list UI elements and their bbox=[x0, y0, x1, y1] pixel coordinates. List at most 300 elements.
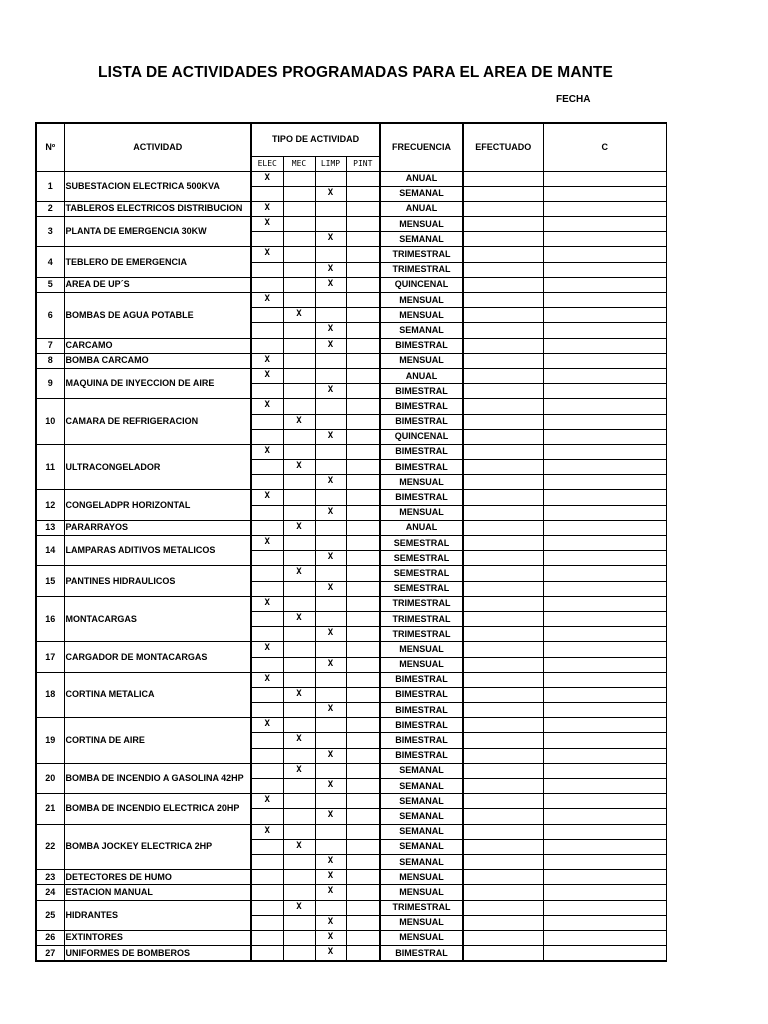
type-limp-cell: X bbox=[315, 748, 346, 763]
type-mec-cell bbox=[283, 627, 315, 642]
type-pint-cell bbox=[346, 854, 380, 869]
type-pint-cell bbox=[346, 824, 380, 839]
type-limp-cell bbox=[315, 247, 346, 262]
efectuado-cell bbox=[463, 870, 543, 885]
type-elec-cell bbox=[251, 384, 283, 399]
efectuado-cell bbox=[463, 763, 543, 778]
type-limp-cell: X bbox=[315, 581, 346, 596]
efectuado-cell bbox=[463, 186, 543, 201]
extra-cell bbox=[543, 444, 666, 459]
frequency-cell: BIMESTRAL bbox=[380, 733, 463, 748]
type-mec-cell bbox=[283, 444, 315, 459]
frequency-cell: BIMESTRAL bbox=[380, 748, 463, 763]
type-mec-cell bbox=[283, 581, 315, 596]
type-elec-cell bbox=[251, 854, 283, 869]
type-mec-cell bbox=[283, 247, 315, 262]
type-limp-cell bbox=[315, 839, 346, 854]
header-frecuencia: FRECUENCIA bbox=[380, 123, 463, 171]
type-mec-cell bbox=[283, 854, 315, 869]
activity-number: 26 bbox=[36, 930, 64, 945]
type-pint-cell bbox=[346, 384, 380, 399]
extra-cell bbox=[543, 338, 666, 353]
efectuado-cell bbox=[463, 368, 543, 383]
type-mec-cell bbox=[283, 672, 315, 687]
type-pint-cell bbox=[346, 490, 380, 505]
type-elec-cell bbox=[251, 505, 283, 520]
type-pint-cell bbox=[346, 186, 380, 201]
type-elec-cell bbox=[251, 763, 283, 778]
efectuado-cell bbox=[463, 201, 543, 216]
type-limp-cell bbox=[315, 536, 346, 551]
activity-name: TABLEROS ELECTRICOS DISTRIBUCION bbox=[64, 201, 251, 216]
type-pint-cell bbox=[346, 217, 380, 232]
type-limp-cell bbox=[315, 353, 346, 368]
activity-name: AREA DE UP´S bbox=[64, 277, 251, 292]
type-elec-cell bbox=[251, 308, 283, 323]
frequency-cell: SEMANAL bbox=[380, 824, 463, 839]
type-limp-cell bbox=[315, 399, 346, 414]
type-pint-cell bbox=[346, 870, 380, 885]
type-mec-cell bbox=[283, 384, 315, 399]
efectuado-cell bbox=[463, 581, 543, 596]
efectuado-cell bbox=[463, 794, 543, 809]
header-num: Nº bbox=[36, 123, 64, 171]
type-elec-cell bbox=[251, 566, 283, 581]
table-row bbox=[36, 885, 666, 900]
type-pint-cell bbox=[346, 353, 380, 368]
type-mec-cell bbox=[283, 368, 315, 383]
extra-cell bbox=[543, 186, 666, 201]
table-row bbox=[36, 490, 666, 505]
type-limp-cell bbox=[315, 824, 346, 839]
type-mec-cell bbox=[283, 475, 315, 490]
efectuado-cell bbox=[463, 171, 543, 186]
activity-number: 13 bbox=[36, 520, 64, 535]
table-row bbox=[36, 946, 666, 962]
type-mec-cell: X bbox=[283, 839, 315, 854]
efectuado-cell bbox=[463, 703, 543, 718]
extra-cell bbox=[543, 611, 666, 626]
extra-cell bbox=[543, 900, 666, 915]
activity-number: 23 bbox=[36, 870, 64, 885]
type-pint-cell bbox=[346, 596, 380, 611]
extra-cell bbox=[543, 505, 666, 520]
activity-number: 4 bbox=[36, 247, 64, 277]
type-limp-cell: X bbox=[315, 870, 346, 885]
frequency-cell: BIMESTRAL bbox=[380, 946, 463, 962]
extra-cell bbox=[543, 353, 666, 368]
table-row bbox=[36, 201, 666, 216]
table-row bbox=[36, 672, 666, 687]
extra-cell bbox=[543, 703, 666, 718]
type-limp-cell: X bbox=[315, 232, 346, 247]
efectuado-cell bbox=[463, 262, 543, 277]
activity-name: CONGELADPR HORIZONTAL bbox=[64, 490, 251, 520]
type-elec-cell: X bbox=[251, 794, 283, 809]
type-mec-cell bbox=[283, 703, 315, 718]
extra-cell bbox=[543, 566, 666, 581]
activity-name: CAMARA DE REFRIGERACION bbox=[64, 399, 251, 445]
activity-number: 19 bbox=[36, 718, 64, 764]
efectuado-cell bbox=[463, 232, 543, 247]
extra-cell bbox=[543, 885, 666, 900]
type-limp-cell bbox=[315, 900, 346, 915]
type-elec-cell bbox=[251, 460, 283, 475]
page-title: LISTA DE ACTIVIDADES PROGRAMADAS PARA EL AREA DE MANTE bbox=[98, 64, 613, 81]
type-elec-cell bbox=[251, 262, 283, 277]
type-limp-cell: X bbox=[315, 186, 346, 201]
efectuado-cell bbox=[463, 217, 543, 232]
efectuado-cell bbox=[463, 429, 543, 444]
type-limp-cell: X bbox=[315, 809, 346, 824]
type-pint-cell bbox=[346, 763, 380, 778]
type-mec-cell: X bbox=[283, 308, 315, 323]
type-mec-cell bbox=[283, 353, 315, 368]
extra-cell bbox=[543, 794, 666, 809]
fecha-label: FECHA bbox=[556, 94, 591, 105]
header-efectuado: EFECTUADO bbox=[463, 123, 543, 171]
extra-cell bbox=[543, 368, 666, 383]
type-elec-cell bbox=[251, 475, 283, 490]
activities-body bbox=[36, 171, 666, 961]
activity-name: ESTACION MANUAL bbox=[64, 885, 251, 900]
type-elec-cell: X bbox=[251, 490, 283, 505]
type-elec-cell bbox=[251, 748, 283, 763]
type-mec-cell bbox=[283, 186, 315, 201]
type-pint-cell bbox=[346, 171, 380, 186]
frequency-cell: SEMESTRAL bbox=[380, 536, 463, 551]
frequency-cell: BIMESTRAL bbox=[380, 718, 463, 733]
frequency-cell: MENSUAL bbox=[380, 293, 463, 308]
type-mec-cell bbox=[283, 809, 315, 824]
extra-cell bbox=[543, 854, 666, 869]
extra-cell bbox=[543, 217, 666, 232]
activity-name: BOMBA JOCKEY ELECTRICA 2HP bbox=[64, 824, 251, 870]
frequency-cell: BIMESTRAL bbox=[380, 672, 463, 687]
extra-cell bbox=[543, 277, 666, 292]
frequency-cell: MENSUAL bbox=[380, 915, 463, 930]
frequency-cell: MENSUAL bbox=[380, 353, 463, 368]
table-row bbox=[36, 870, 666, 885]
frequency-cell: TRIMESTRAL bbox=[380, 596, 463, 611]
type-mec-cell bbox=[283, 657, 315, 672]
type-pint-cell bbox=[346, 551, 380, 566]
table-row bbox=[36, 824, 666, 839]
type-elec-cell bbox=[251, 809, 283, 824]
type-elec-cell bbox=[251, 779, 283, 794]
type-elec-cell bbox=[251, 520, 283, 535]
activity-name: CORTINA METALICA bbox=[64, 672, 251, 718]
type-limp-cell bbox=[315, 308, 346, 323]
type-pint-cell bbox=[346, 900, 380, 915]
efectuado-cell bbox=[463, 885, 543, 900]
type-mec-cell bbox=[283, 642, 315, 657]
type-mec-cell bbox=[283, 779, 315, 794]
type-pint-cell bbox=[346, 201, 380, 216]
table-row bbox=[36, 399, 666, 414]
efectuado-cell bbox=[463, 687, 543, 702]
type-limp-cell bbox=[315, 672, 346, 687]
activity-name: MONTACARGAS bbox=[64, 596, 251, 642]
type-mec-cell bbox=[283, 171, 315, 186]
efectuado-cell bbox=[463, 520, 543, 535]
frequency-cell: TRIMESTRAL bbox=[380, 900, 463, 915]
type-pint-cell bbox=[346, 779, 380, 794]
efectuado-cell bbox=[463, 460, 543, 475]
activity-number: 11 bbox=[36, 444, 64, 490]
type-mec-cell: X bbox=[283, 687, 315, 702]
type-pint-cell bbox=[346, 536, 380, 551]
type-mec-cell: X bbox=[283, 520, 315, 535]
type-limp-cell: X bbox=[315, 338, 346, 353]
frequency-cell: SEMESTRAL bbox=[380, 551, 463, 566]
type-limp-cell: X bbox=[315, 946, 346, 962]
type-limp-cell bbox=[315, 490, 346, 505]
type-elec-cell bbox=[251, 414, 283, 429]
extra-cell bbox=[543, 733, 666, 748]
type-limp-cell: X bbox=[315, 930, 346, 945]
type-elec-cell bbox=[251, 733, 283, 748]
type-elec-cell bbox=[251, 551, 283, 566]
frequency-cell: SEMANAL bbox=[380, 186, 463, 201]
type-elec-cell: X bbox=[251, 718, 283, 733]
type-limp-cell: X bbox=[315, 475, 346, 490]
efectuado-cell bbox=[463, 809, 543, 824]
type-limp-cell bbox=[315, 414, 346, 429]
activity-number: 17 bbox=[36, 642, 64, 672]
type-elec-cell: X bbox=[251, 353, 283, 368]
extra-cell bbox=[543, 824, 666, 839]
efectuado-cell bbox=[463, 657, 543, 672]
type-pint-cell bbox=[346, 308, 380, 323]
activity-number: 15 bbox=[36, 566, 64, 596]
type-pint-cell bbox=[346, 520, 380, 535]
type-elec-cell bbox=[251, 885, 283, 900]
extra-cell bbox=[543, 596, 666, 611]
frequency-cell: SEMESTRAL bbox=[380, 581, 463, 596]
activity-name: BOMBA DE INCENDIO A GASOLINA 42HP bbox=[64, 763, 251, 793]
frequency-cell: SEMANAL bbox=[380, 779, 463, 794]
extra-cell bbox=[543, 779, 666, 794]
type-pint-cell bbox=[346, 429, 380, 444]
type-mec-cell: X bbox=[283, 900, 315, 915]
efectuado-cell bbox=[463, 596, 543, 611]
frequency-cell: BIMESTRAL bbox=[380, 687, 463, 702]
efectuado-cell bbox=[463, 536, 543, 551]
activity-name: ULTRACONGELADOR bbox=[64, 444, 251, 490]
extra-cell bbox=[543, 399, 666, 414]
efectuado-cell bbox=[463, 444, 543, 459]
type-elec-cell: X bbox=[251, 672, 283, 687]
type-elec-cell: X bbox=[251, 536, 283, 551]
type-pint-cell bbox=[346, 460, 380, 475]
type-mec-cell bbox=[283, 490, 315, 505]
type-mec-cell bbox=[283, 748, 315, 763]
table-row bbox=[36, 930, 666, 945]
frequency-cell: SEMANAL bbox=[380, 809, 463, 824]
type-pint-cell bbox=[346, 839, 380, 854]
activity-number: 21 bbox=[36, 794, 64, 824]
type-elec-cell bbox=[251, 900, 283, 915]
efectuado-cell bbox=[463, 900, 543, 915]
type-pint-cell bbox=[346, 627, 380, 642]
type-elec-cell: X bbox=[251, 824, 283, 839]
table-row bbox=[36, 171, 666, 186]
type-limp-cell: X bbox=[315, 703, 346, 718]
activity-number: 7 bbox=[36, 338, 64, 353]
efectuado-cell bbox=[463, 627, 543, 642]
efectuado-cell bbox=[463, 338, 543, 353]
efectuado-cell bbox=[463, 323, 543, 338]
header-mec: MEC bbox=[283, 156, 315, 171]
activity-name: CARGADOR DE MONTACARGAS bbox=[64, 642, 251, 672]
activity-name: PARARRAYOS bbox=[64, 520, 251, 535]
frequency-cell: ANUAL bbox=[380, 171, 463, 186]
table-row bbox=[36, 444, 666, 459]
type-limp-cell bbox=[315, 687, 346, 702]
type-mec-cell bbox=[283, 429, 315, 444]
type-elec-cell: X bbox=[251, 399, 283, 414]
type-limp-cell bbox=[315, 217, 346, 232]
type-pint-cell bbox=[346, 338, 380, 353]
type-elec-cell: X bbox=[251, 444, 283, 459]
extra-cell bbox=[543, 915, 666, 930]
header-elec: ELEC bbox=[251, 156, 283, 171]
type-mec-cell bbox=[283, 323, 315, 338]
type-mec-cell bbox=[283, 596, 315, 611]
table-row bbox=[36, 718, 666, 733]
frequency-cell: BIMESTRAL bbox=[380, 384, 463, 399]
type-mec-cell bbox=[283, 217, 315, 232]
type-pint-cell bbox=[346, 262, 380, 277]
type-limp-cell: X bbox=[315, 627, 346, 642]
activity-name: CARCAMO bbox=[64, 338, 251, 353]
extra-cell bbox=[543, 429, 666, 444]
efectuado-cell bbox=[463, 414, 543, 429]
activity-number: 22 bbox=[36, 824, 64, 870]
frequency-cell: MENSUAL bbox=[380, 930, 463, 945]
type-limp-cell bbox=[315, 794, 346, 809]
frequency-cell: ANUAL bbox=[380, 201, 463, 216]
type-pint-cell bbox=[346, 930, 380, 945]
frequency-cell: TRIMESTRAL bbox=[380, 611, 463, 626]
type-elec-cell bbox=[251, 915, 283, 930]
header-extra: C bbox=[543, 123, 666, 171]
frequency-cell: MENSUAL bbox=[380, 475, 463, 490]
extra-cell bbox=[543, 323, 666, 338]
type-mec-cell: X bbox=[283, 566, 315, 581]
type-limp-cell bbox=[315, 520, 346, 535]
activity-number: 27 bbox=[36, 946, 64, 962]
frequency-cell: BIMESTRAL bbox=[380, 490, 463, 505]
type-pint-cell bbox=[346, 414, 380, 429]
activity-name: SUBESTACION ELECTRICA 500KVA bbox=[64, 171, 251, 201]
efectuado-cell bbox=[463, 748, 543, 763]
type-mec-cell bbox=[283, 930, 315, 945]
extra-cell bbox=[543, 520, 666, 535]
activity-number: 9 bbox=[36, 368, 64, 398]
extra-cell bbox=[543, 657, 666, 672]
header-pint: PINT bbox=[346, 156, 380, 171]
type-mec-cell bbox=[283, 399, 315, 414]
type-limp-cell bbox=[315, 718, 346, 733]
extra-cell bbox=[543, 642, 666, 657]
activity-number: 14 bbox=[36, 536, 64, 566]
activity-number: 8 bbox=[36, 353, 64, 368]
type-pint-cell bbox=[346, 687, 380, 702]
table-row bbox=[36, 217, 666, 232]
activities-table bbox=[35, 122, 667, 962]
type-elec-cell bbox=[251, 277, 283, 292]
type-limp-cell bbox=[315, 733, 346, 748]
extra-cell bbox=[543, 247, 666, 262]
type-limp-cell bbox=[315, 566, 346, 581]
frequency-cell: MENSUAL bbox=[380, 308, 463, 323]
table-row bbox=[36, 520, 666, 535]
frequency-cell: MENSUAL bbox=[380, 885, 463, 900]
frequency-cell: ANUAL bbox=[380, 520, 463, 535]
activity-number: 12 bbox=[36, 490, 64, 520]
activity-number: 6 bbox=[36, 293, 64, 339]
type-mec-cell bbox=[283, 277, 315, 292]
activity-name: HIDRANTES bbox=[64, 900, 251, 930]
type-limp-cell: X bbox=[315, 277, 346, 292]
type-elec-cell bbox=[251, 657, 283, 672]
type-pint-cell bbox=[346, 703, 380, 718]
activity-number: 10 bbox=[36, 399, 64, 445]
frequency-cell: MENSUAL bbox=[380, 505, 463, 520]
type-mec-cell bbox=[283, 885, 315, 900]
type-mec-cell: X bbox=[283, 611, 315, 626]
extra-cell bbox=[543, 748, 666, 763]
type-elec-cell bbox=[251, 870, 283, 885]
type-elec-cell bbox=[251, 186, 283, 201]
table-row bbox=[36, 247, 666, 262]
frequency-cell: SEMANAL bbox=[380, 323, 463, 338]
type-elec-cell: X bbox=[251, 596, 283, 611]
type-elec-cell: X bbox=[251, 171, 283, 186]
extra-cell bbox=[543, 490, 666, 505]
type-limp-cell bbox=[315, 171, 346, 186]
type-limp-cell: X bbox=[315, 505, 346, 520]
table-row bbox=[36, 763, 666, 778]
extra-cell bbox=[543, 930, 666, 945]
table-row bbox=[36, 293, 666, 308]
type-limp-cell: X bbox=[315, 779, 346, 794]
table-row bbox=[36, 596, 666, 611]
efectuado-cell bbox=[463, 475, 543, 490]
type-limp-cell: X bbox=[315, 854, 346, 869]
efectuado-cell bbox=[463, 353, 543, 368]
efectuado-cell bbox=[463, 854, 543, 869]
type-pint-cell bbox=[346, 809, 380, 824]
efectuado-cell bbox=[463, 946, 543, 962]
activity-name: PANTINES HIDRAULICOS bbox=[64, 566, 251, 596]
efectuado-cell bbox=[463, 566, 543, 581]
activity-number: 2 bbox=[36, 201, 64, 216]
type-pint-cell bbox=[346, 657, 380, 672]
type-limp-cell: X bbox=[315, 657, 346, 672]
type-mec-cell bbox=[283, 505, 315, 520]
efectuado-cell bbox=[463, 247, 543, 262]
type-mec-cell bbox=[283, 915, 315, 930]
type-limp-cell bbox=[315, 763, 346, 778]
type-elec-cell: X bbox=[251, 247, 283, 262]
type-mec-cell bbox=[283, 232, 315, 247]
extra-cell bbox=[543, 536, 666, 551]
activity-number: 5 bbox=[36, 277, 64, 292]
frequency-cell: ANUAL bbox=[380, 368, 463, 383]
